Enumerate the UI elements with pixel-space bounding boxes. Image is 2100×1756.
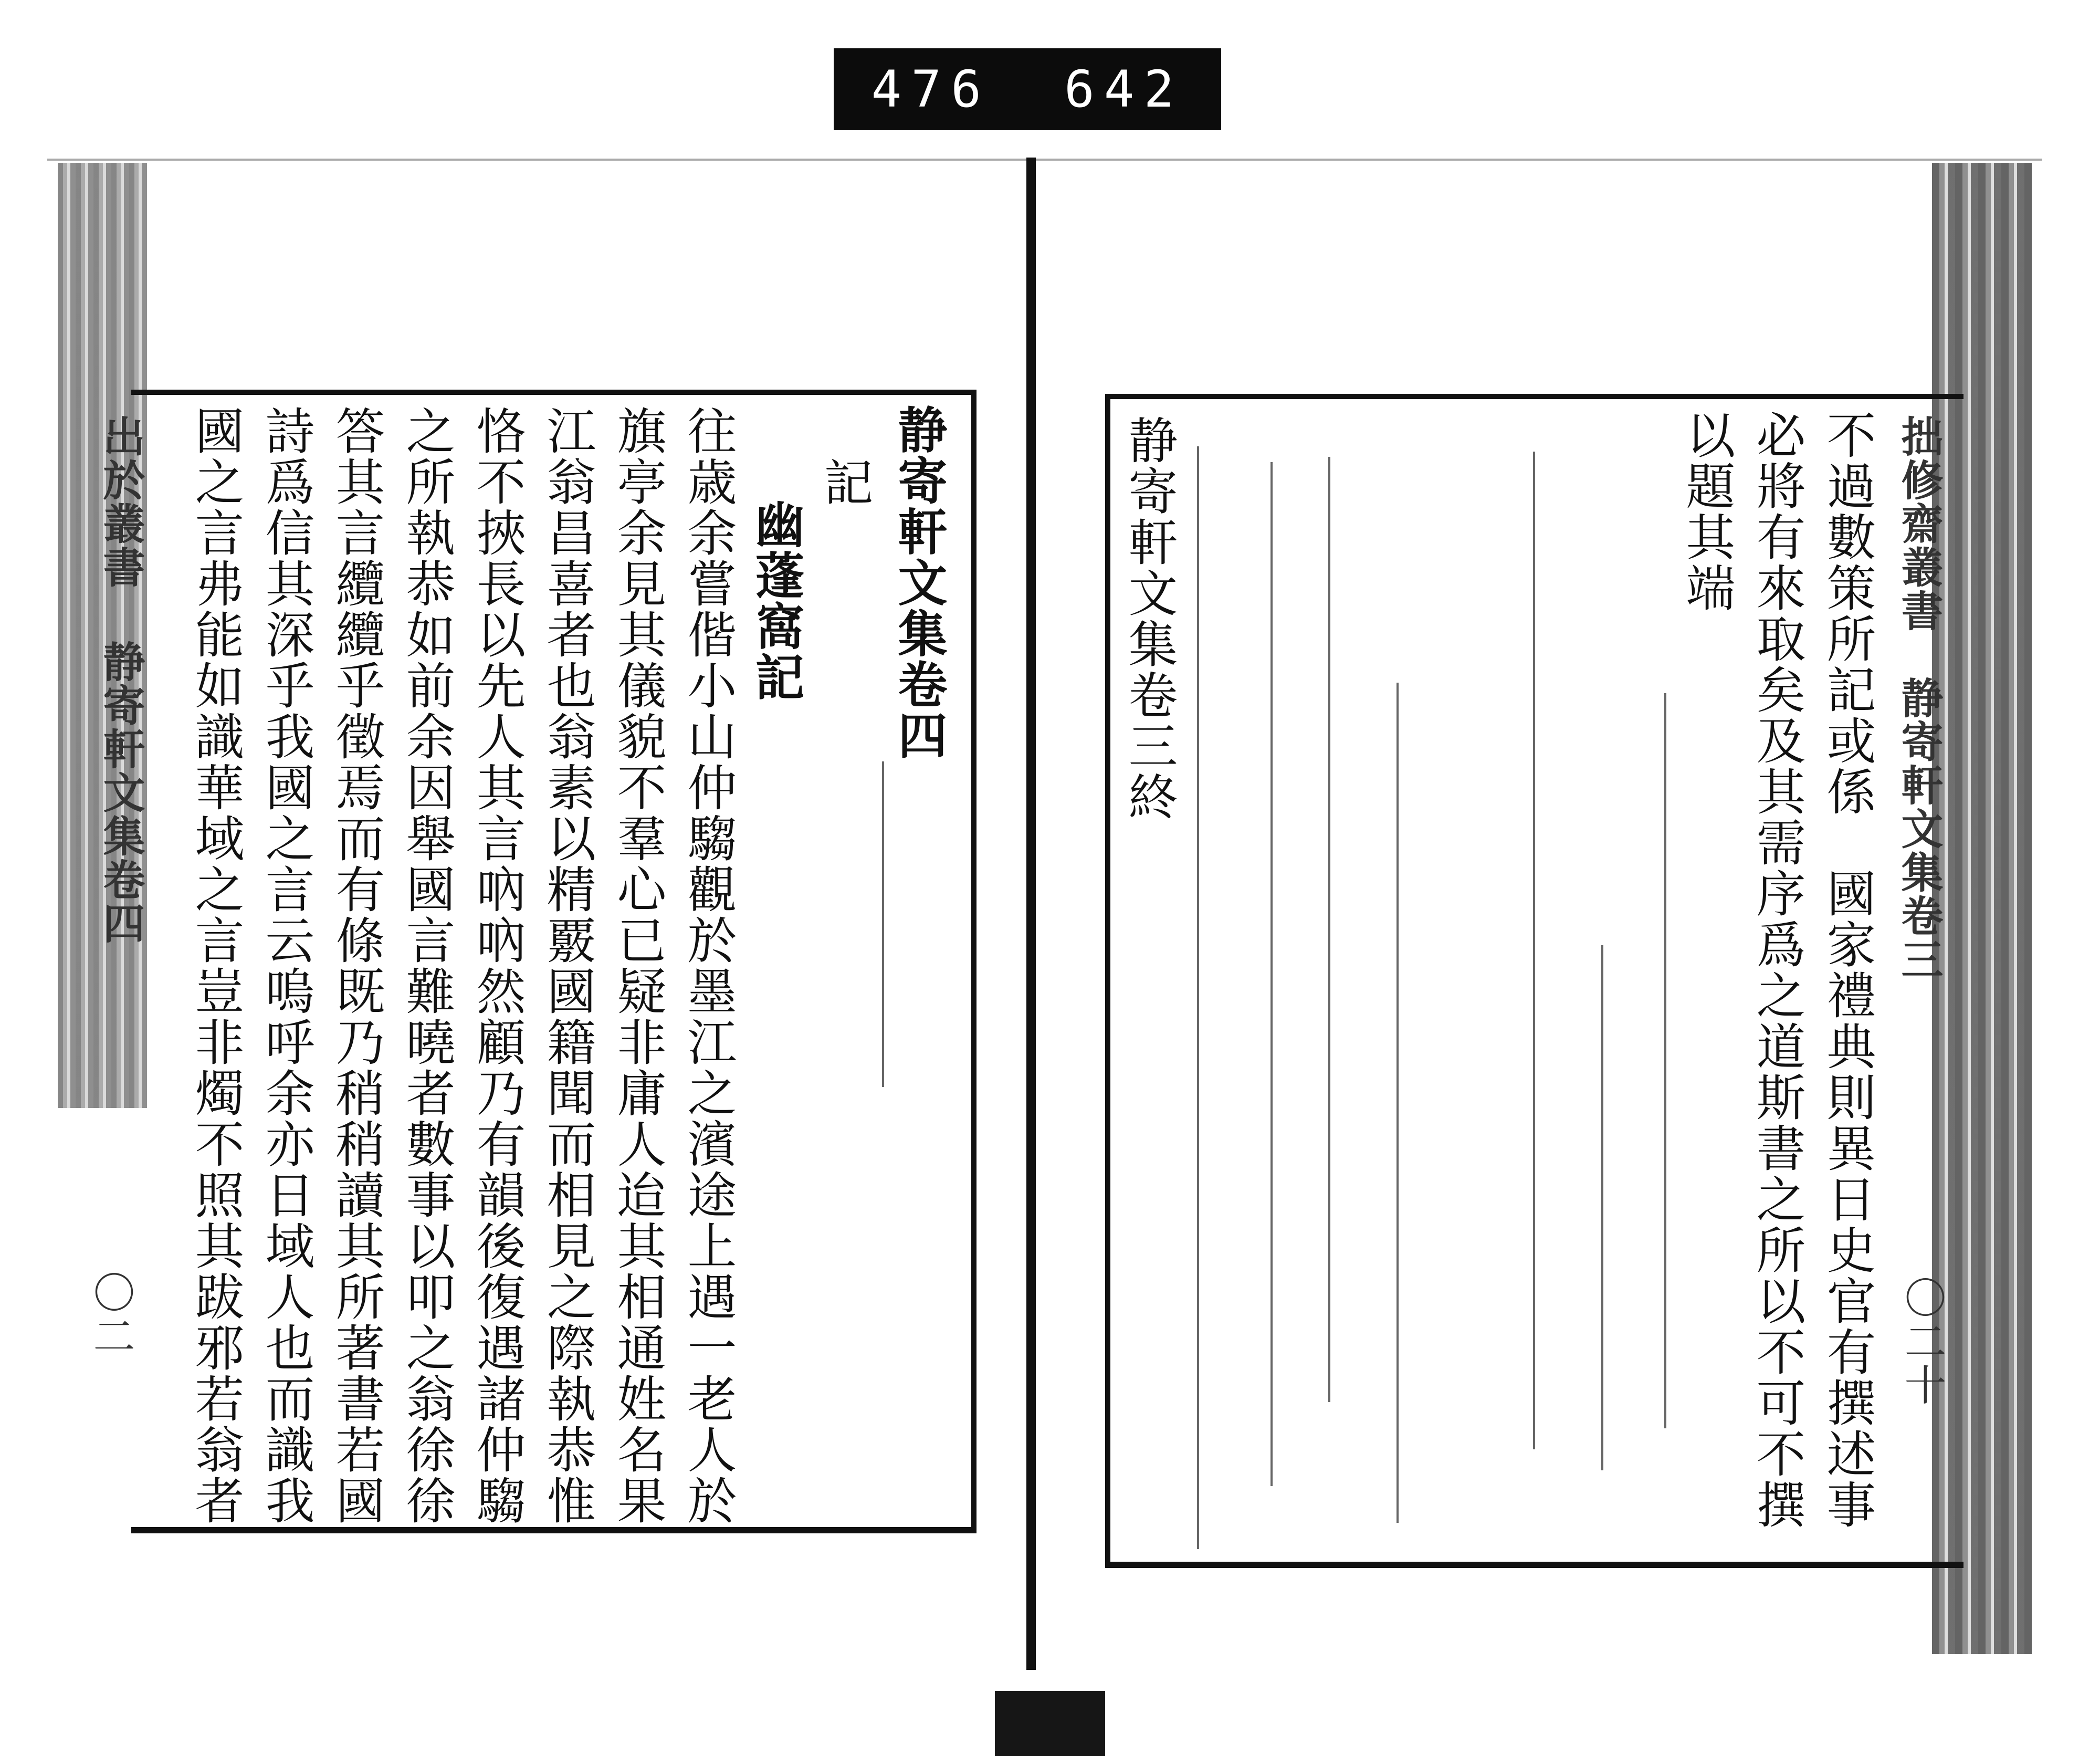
right-margin-text: 拙修齋叢書 静寄軒文集卷三 (1894, 415, 1944, 981)
right-body-col-1: 不過數策所記或係 國家禮典則異日史官有撰述事 (1818, 410, 1875, 1530)
archive-label (834, 48, 1221, 130)
left-body-col-8: 國之言弗能如識華域之言豈非燭不照其跋邪若翁者 (186, 405, 244, 1526)
left-body-col-7: 詩爲信其深乎我國之言云嗚呼余亦日域人也而識我 (257, 405, 314, 1526)
right-body-col-2: 必將有來取矣及其需序爲之道斯書之所以不可不撰 (1748, 410, 1805, 1530)
right-margin-page-number: 〇二十 (1897, 1276, 1946, 1407)
left-margin-text: 出於叢書 静寄軒文集卷四 (96, 415, 145, 945)
right-page-rule-5 (1533, 452, 1535, 1449)
right-page-rule-3 (1328, 457, 1330, 1402)
right-page-rule-1 (1197, 446, 1199, 1549)
left-body-col-3: 江翁昌喜者也翁素以精覈國籍聞而相見之際執恭惟 (538, 405, 595, 1526)
left-body-col-5: 之所執恭如前余因舉國言難曉者數事以叩之翁徐徐 (397, 405, 455, 1526)
left-page-section: 記 (815, 457, 873, 508)
right-body-col-3: 以題其端 (1677, 410, 1735, 613)
archive-label-right: 642 (1064, 60, 1184, 119)
center-fold-line (1026, 158, 1036, 1670)
right-page-rule-2 (1270, 462, 1273, 1486)
left-body-col-1: 往歳余嘗偕小山仲騶觀於墨江之濱途上遇一老人於 (679, 405, 736, 1526)
scan-top-rule (47, 159, 2042, 161)
left-page-subtitle: 幽蓬窩記 (747, 499, 804, 703)
right-page-end-title: 静寄軒文集卷三終 (1120, 415, 1177, 822)
right-page-rule-6 (1601, 945, 1603, 1470)
left-body-col-2: 旗亭余見其儀貌不羣心已疑非庸人迨其相通姓名果 (608, 405, 666, 1526)
right-page-rule-7 (1664, 693, 1666, 1428)
left-page-rule (882, 761, 884, 1087)
left-page-title: 静寄軒文集卷四 (889, 404, 947, 761)
left-body-col-6: 答其言纜纜乎徵焉而有條既乃稍稍讀其所著書若國 (327, 405, 384, 1526)
right-page-rule-4 (1396, 683, 1399, 1523)
center-fold-foot (995, 1691, 1105, 1756)
archive-label-left: 476 (871, 60, 991, 119)
left-margin-page-number: 〇二 (86, 1271, 135, 1358)
left-body-col-4: 恪不挾長以先人其言吶吶然顧乃有韻後復遇諸仲騶 (468, 405, 525, 1526)
